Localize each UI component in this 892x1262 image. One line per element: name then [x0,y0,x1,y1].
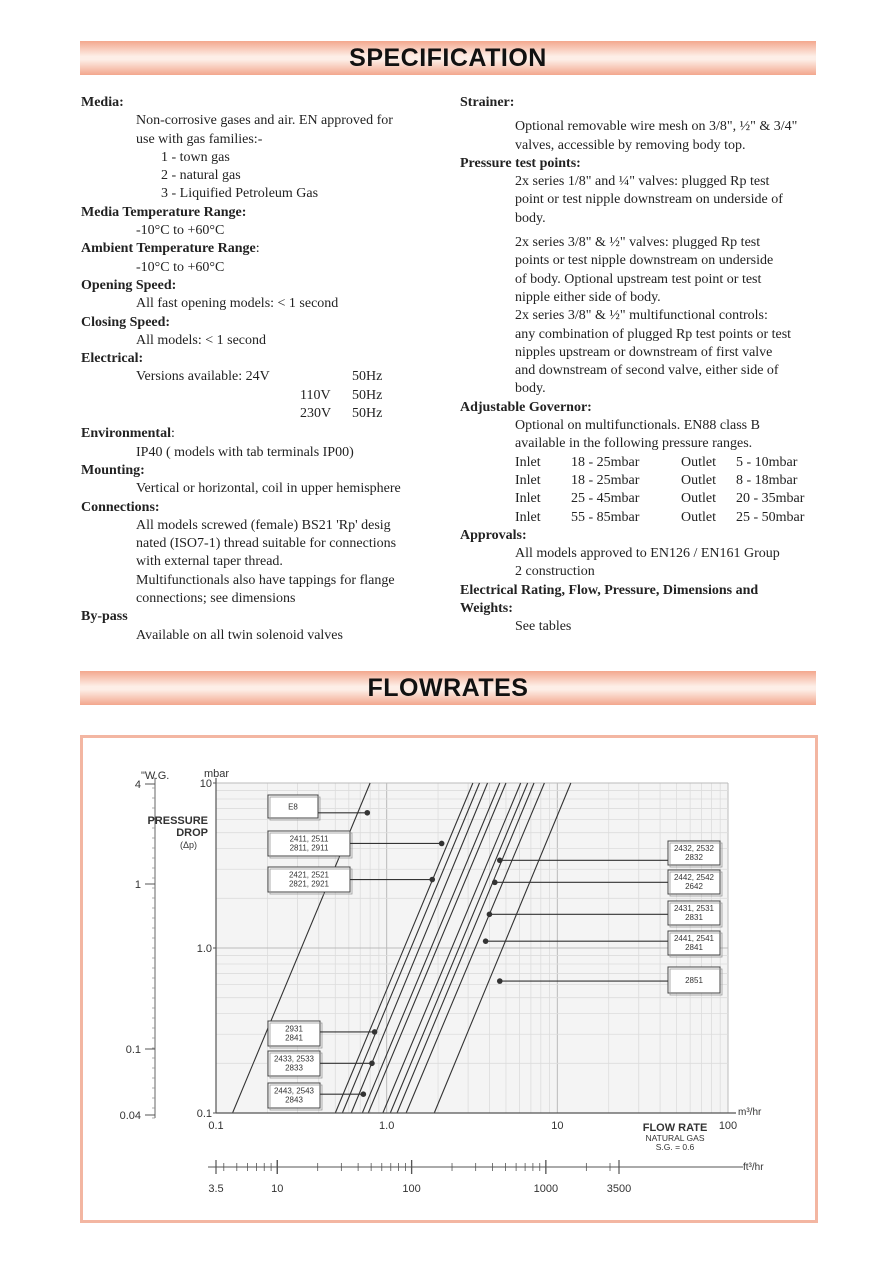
series-label-text: 2442, 2542 [673,873,715,882]
media-text-1: Non-corrosive gases and air. EN approved for [136,113,393,129]
wg-tick-label: 1 [134,879,141,891]
gas-family-1: 1 - town gas [161,149,230,165]
mounting-heading: Mounting: [81,462,145,478]
pressure-test-c2: any combination of plugged Rp test points or test [515,326,792,342]
inlet-label: Inlet [515,472,541,488]
flowrate-chart [83,738,815,1220]
voltage-cell: 230V [300,406,332,422]
voltage-cell: Versions available: 24V [136,369,270,385]
series-label-text: 2821, 2921 [288,879,330,889]
voltage-cell: 110V [300,387,331,403]
y-tick-label: 0.1 [196,1108,212,1120]
pressure-test-b3: of body. Optional upstream test point or test [515,271,762,287]
inlet-label: Inlet [515,491,541,507]
pressure-test-b2: points or test nipple downstream on underside [515,253,774,269]
connections-text-5: connections; see dimensions [136,591,296,607]
specification-banner [80,41,816,75]
flowrates-banner [80,671,816,705]
series-marker [439,841,445,847]
series-label-text: 2411, 2511 [289,834,329,844]
electrical-heading: Electrical: [81,351,144,367]
series-marker [487,912,493,918]
series-label-text: 2832 [685,853,703,862]
x-tick-label: 10 [551,1120,564,1132]
x-axis-note: S.G. = 0.6 [655,1142,695,1152]
outlet-label: Outlet [681,472,716,488]
outlet-range: 25 - 50mbar [736,509,805,525]
rating-value: See tables [515,619,572,635]
pressure-test-heading: Pressure test points: [460,155,581,171]
series-label-text: 2931 [285,1024,303,1034]
series-label-text: E8 [288,802,298,812]
series-label-text: 2432, 2532 [673,844,715,853]
series-marker [372,1029,378,1035]
flowrate-chart-frame [80,735,818,1223]
inlet-label: Inlet [515,509,541,525]
governor-text-2: available in the following pressure ranges. [515,436,753,452]
y-axis-title: (Δp) [179,840,197,850]
ft3-tick-label: 100 [402,1183,421,1195]
spec-left-column [81,94,436,645]
closing-speed-value: All models: < 1 second [136,332,266,348]
wg-tick-label: 0.04 [119,1110,141,1122]
voltage-cell [136,405,300,423]
strainer-text-2: valves, accessible by removing body top. [515,137,746,153]
ambient-temp-value: -10°C to +60°C [136,259,225,275]
connections-text-3: with external taper thread. [136,554,283,570]
governor-row [460,490,820,508]
specification-title: SPECIFICATION [349,43,547,72]
bypass-heading: By-pass [81,609,128,625]
governor-text-1: Optional on multifunctionals. EN88 class B [515,418,760,434]
inlet-range: 55 - 85mbar [571,509,640,525]
series-label-text: 2433, 2533 [273,1054,315,1064]
y-axis-title: PRESSURE [147,815,208,827]
ft3-tick-label: 1000 [533,1183,559,1195]
voltage-cell [300,368,352,386]
series-marker [361,1091,367,1097]
connections-text-1: All models screwed (female) BS21 'Rp' desig [136,517,391,533]
y-unit-label: mbar [204,768,230,780]
environmental-value: IP40 ( models with tab terminals IP00) [136,444,354,460]
series-marker [497,858,503,864]
series-label-text: 2441, 2541 [673,934,715,943]
ambient-temp-heading: Ambient Temperature Range [81,241,256,257]
governor-row [460,509,820,527]
ft3-tick-label: 3.5 [208,1183,224,1195]
frequency-cell: 50Hz [352,387,383,403]
mounting-value: Vertical or horizontal, coil in upper hemisphere [136,481,401,497]
governor-heading: Adjustable Governor: [460,399,592,415]
closing-speed-heading: Closing Speed: [81,314,171,330]
outlet-range: 20 - 35mbar [736,491,805,507]
series-marker [429,877,435,883]
series-marker [483,938,489,944]
voltage-cell [136,387,300,405]
governor-row [460,454,820,472]
connections-text-4: Multifunctionals also have tappings for flange [136,572,395,588]
ambient-temp-colon: : [255,241,260,257]
pressure-test-a2: point or test nipple downstream on underside of [515,192,783,208]
inlet-label: Inlet [515,454,541,470]
inlet-range: 25 - 45mbar [571,491,640,507]
approvals-text-2: 2 construction [515,564,595,580]
media-text-2: use with gas families:- [136,131,263,147]
voltage-row [81,387,436,405]
approvals-text-1: All models approved to EN126 / EN161 Group [515,546,780,562]
flowrates-title: FLOWRATES [367,673,529,702]
series-label-text: 2851 [685,976,703,985]
series-marker [497,978,503,984]
inlet-range: 18 - 25mbar [571,472,640,488]
inlet-range: 18 - 25mbar [571,454,640,470]
connections-heading: Connections: [81,499,160,515]
gas-family-2: 2 - natural gas [161,168,241,184]
rating-heading-2: Weights: [460,601,513,617]
y-tick-label: 1.0 [196,943,212,955]
voltage-table [81,368,436,423]
series-marker [364,810,370,816]
series-marker [492,880,498,886]
wg-tick-label: 0.1 [125,1044,141,1056]
environmental-colon: : [170,426,175,442]
pressure-test-a1: 2x series 1/8" and ¼" valves: plugged Rp test [515,174,770,190]
frequency-cell: 50Hz [352,406,383,422]
governor-table [460,454,820,527]
bypass-value: Available on all twin solenoid valves [136,627,343,643]
voltage-row [81,405,436,423]
x-tick-label: 0.1 [208,1120,224,1132]
media-temp-value: -10°C to +60°C [136,223,225,239]
gas-family-3: 3 - Liquified Petroleum Gas [161,186,319,202]
x-axis-title: FLOW RATE [642,1122,708,1134]
pressure-test-c3: nipples upstream or downstream of first valve [515,344,773,360]
x-axis-note: NATURAL GAS [645,1133,705,1143]
media-heading: Media: [81,95,124,110]
environmental-heading: Environmental [81,426,171,442]
series-label-text: 2811, 2911 [289,843,329,853]
outlet-range: 8 - 18mbar [736,472,798,488]
spec-right-column [460,94,820,637]
environmental-heading-line [81,425,436,443]
pressure-test-c5: body. [515,381,546,397]
strainer-heading: Strainer: [460,95,515,110]
ft3-unit-label: ft³/hr [743,1162,764,1173]
frequency-cell: 50Hz [352,369,383,385]
series-label-text: 2831 [685,913,703,922]
series-label-text: 2443, 2543 [273,1086,315,1096]
governor-row [460,472,820,490]
ft3-tick-label: 3500 [606,1183,632,1195]
pressure-test-b1: 2x series 3/8" & ½" valves: plugged Rp test [515,235,761,251]
y-axis-title: DROP [176,827,208,839]
outlet-range: 5 - 10mbar [736,454,798,470]
series-marker [369,1061,375,1067]
y-tick-label: 10 [199,778,212,790]
media-temp-heading: Media Temperature Range: [81,204,247,220]
wg-unit-label: "W.G. [141,770,170,782]
outlet-label: Outlet [681,454,716,470]
x-tick-label: 100 [718,1120,738,1132]
pressure-test-c1: 2x series 3/8" & ½" multifunctional controls: [515,308,768,324]
series-label-text: 2642 [685,882,703,891]
approvals-heading: Approvals: [460,527,527,543]
pressure-test-b4: nipple either side of body. [515,289,661,305]
series-label-text: 2841 [285,1033,303,1043]
series-label-text: 2431, 2531 [673,904,715,913]
series-label-text: 2833 [285,1063,303,1073]
opening-speed-heading: Opening Speed: [81,277,177,293]
x-unit-label: m³/hr [738,1107,762,1118]
outlet-label: Outlet [681,509,716,525]
series-label-text: 2843 [285,1095,303,1105]
pressure-test-a3: body. [515,210,546,226]
voltage-row [81,368,436,386]
outlet-label: Outlet [681,491,716,507]
opening-speed-value: All fast opening models: < 1 second [136,296,339,312]
ft3-tick-label: 10 [271,1183,284,1195]
connections-text-2: nated (ISO7-1) thread suitable for connections [136,536,397,552]
ambient-temp-heading-line [81,240,436,258]
x-tick-label: 1.0 [379,1120,395,1132]
rating-heading-1: Electrical Rating, Flow, Pressure, Dimensions and [460,582,759,598]
series-label-text: 2841 [685,943,703,952]
wg-tick-label: 4 [134,779,141,791]
strainer-text-1: Optional removable wire mesh on 3/8", ½" & 3/4" [515,119,798,135]
pressure-test-c4: and downstream of second valve, either side of [515,363,779,379]
series-label-text: 2421, 2521 [288,870,330,880]
